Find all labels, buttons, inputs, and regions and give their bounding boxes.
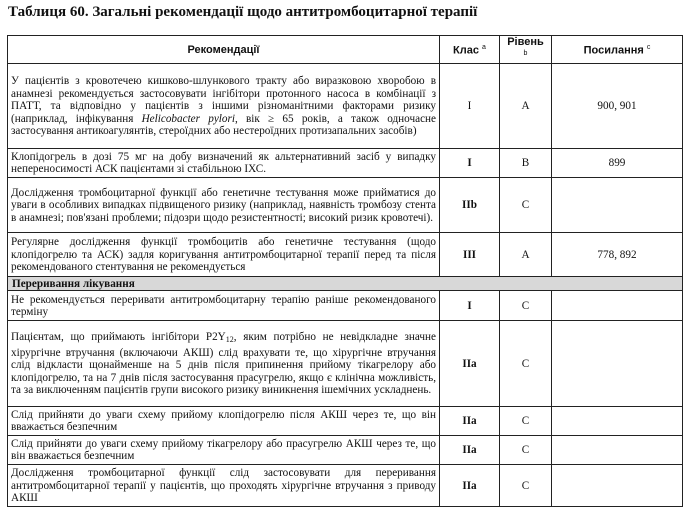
recommendation-cell: Слід прийняти до уваги схему прийому тікагрелору або прасугрелю АКШ через те, що він вважається безпечним: [8, 436, 440, 465]
table-row: [8, 407, 683, 436]
recommendation-cell: Слід прийняти до уваги схему прийому клопідогрелю після АКШ через те, що він вважається безпечним: [8, 407, 440, 436]
recommendation-cell: Дослідження тромбоцитарної функції або генетичне тестування може прийматися до уваги в особливих випадках підвищеного ризику (наприклад, наявність тромбозу стента в анамнезі; пов'язані проблеми; підозри щодо резистентності; високий ризик кровотечі).: [8, 178, 440, 233]
recommendation-cell: Не рекомендується переривати антитромбоцитарну терапію раніше рекомендованого терміну: [8, 291, 440, 321]
table-row: [8, 233, 683, 277]
table-row: [8, 465, 683, 507]
references-cell: [552, 291, 683, 321]
recommendation-cell: Клопідогрель в дозі 75 мг на добу визначений як альтернативний засіб у випадку непереносимості АСК пацієнтами зі стабільною ІХС.: [8, 149, 440, 178]
references-cell: 899: [552, 149, 683, 178]
class-cell: I: [440, 291, 500, 321]
level-cell: C: [500, 291, 552, 321]
table-row: [8, 436, 683, 465]
header-class: Клас $^a$: [440, 36, 500, 64]
level-cell: A: [500, 233, 552, 277]
recommendation-cell: Регулярне дослідження функції тромбоцитів або генетичне тестування (щодо клопідогрелю та АСК) задля коригування антитромбоцитарної терапії перед та після рекомендованого стентування не рекомендується: [8, 233, 440, 277]
table-header-row: [8, 36, 683, 64]
level-cell: C: [500, 178, 552, 233]
table-row: [8, 291, 683, 321]
class-cell: I: [440, 64, 500, 149]
level-cell: C: [500, 407, 552, 436]
table-row: [8, 178, 683, 233]
table-row: [8, 149, 683, 178]
level-cell: A: [500, 64, 552, 149]
section-row: [8, 277, 683, 291]
table-row: [8, 321, 683, 407]
class-cell: IIa: [440, 407, 500, 436]
recommendation-cell: У пацієнтів з кровотечею кишково-шлункового тракту або виразковою хворобою в анамнезі рекомендується застосовувати інгібітори протонного насоса в комбінації з ПАТТ, та відповідно у пацієнтів з іншими різноманітними факторами ризику (наприклад, інфікування Helicobacter pylori, вік ≥ 65 років, а також одночасне застосування антикоагулянтів, стероїдних або нестероїдних протизапальних засобів): [8, 64, 440, 149]
references-cell: [552, 465, 683, 507]
references-cell: [552, 436, 683, 465]
level-cell: C: [500, 321, 552, 407]
recommendations-table: [7, 35, 683, 507]
references-cell: [552, 407, 683, 436]
class-cell: IIb: [440, 178, 500, 233]
header-references: Посилання $^c$: [552, 36, 683, 64]
references-cell: [552, 321, 683, 407]
class-cell: IIa: [440, 465, 500, 507]
level-cell: C: [500, 436, 552, 465]
table-row: [8, 64, 683, 149]
recommendation-cell: Дослідження тромбоцитарної функції слід застосовувати для переривання антитромбоцитарної терапії у пацієнтів, що проходять хірургічне втручання з приводу АКШ: [8, 465, 440, 507]
header-recommendations: Рекомендації: [8, 36, 440, 64]
class-cell: I: [440, 149, 500, 178]
level-cell: C: [500, 465, 552, 507]
level-cell: B: [500, 149, 552, 178]
recommendation-cell: Пацієнтам, що приймають інгібітори $P2Y_{12}$, яким потрібно не невідкладне значне хірургічне втручання (включаючи АКШ) слід врахувати те, що хірургічне втручання слід відкласти щонайменше на 5 днів після припинення прийому тікагрелору або клопідогрелю, та на 7 днів після застосування прасугрелю, якщо є клінічна можливість, та за виключенням пацієнтів групи високого ризику виникнення ішемічних ускладнень.: [8, 321, 440, 407]
references-cell: [552, 178, 683, 233]
references-cell: 900, 901: [552, 64, 683, 149]
table-title: Таблиця 60. Загальні рекомендації щодо антитромбоцитарної терапії: [8, 4, 478, 20]
section-heading: Переривання лікування: [8, 277, 683, 291]
class-cell: III: [440, 233, 500, 277]
class-cell: IIa: [440, 321, 500, 407]
class-cell: IIa: [440, 436, 500, 465]
header-level: Рівень $^b$: [500, 36, 552, 64]
references-cell: 778, 892: [552, 233, 683, 277]
